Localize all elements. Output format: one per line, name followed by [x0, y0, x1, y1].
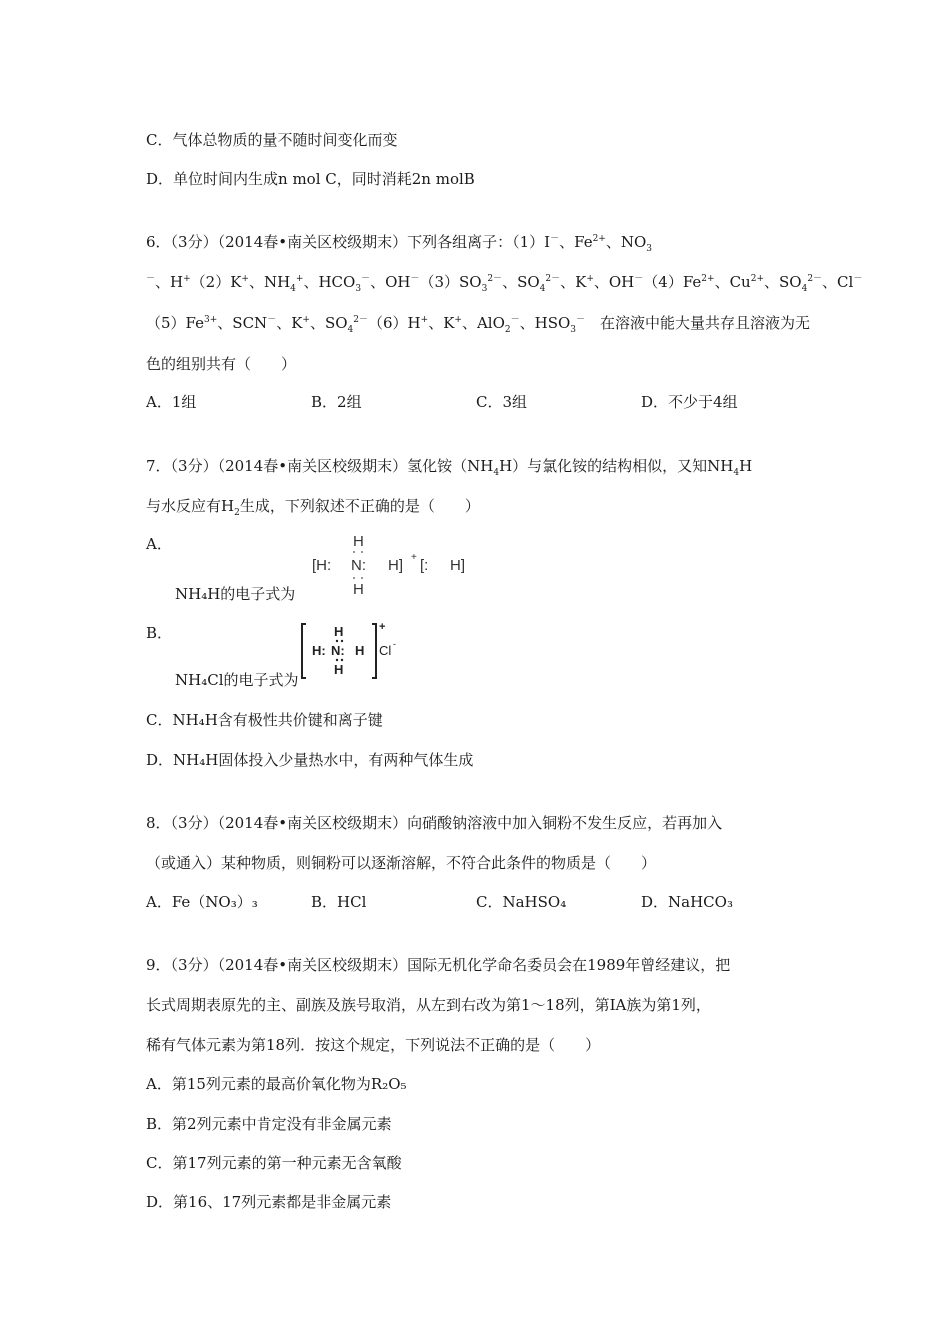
q7-option-b-text: NH₄Cl的电子式为 [175, 671, 299, 689]
svg-text:H]: H] [450, 557, 465, 574]
q8-option-b: B．HCl [311, 893, 367, 911]
q6-stem-line1: 6．（3分）（2014春•南关区校级期末）下列各组离子：（1）I－、$Fe^{2+}$、$NO_3$ [146, 233, 653, 254]
q8-option-c: C．NaHSO₄ [476, 893, 567, 911]
q7-option-a-text: NH₄H的电子式为 [175, 585, 296, 603]
q6-option-b: B．2组 [311, 393, 362, 411]
svg-text:H]: H] [388, 557, 403, 574]
q7-stem-line1: 7．（3分）（2014春•南关区校级期末）氢化铵$(NH_4H)$与氯化铵的结构相似，又知$NH_4H$ [146, 457, 753, 478]
svg-text:[H:: [H: [312, 557, 332, 574]
svg-text:H: H [353, 533, 364, 550]
q8-stem-line1: 8．（3分）（2014春•南关区校级期末）向硝酸钠溶液中加入铜粉不发生反应，若再加入 [146, 814, 723, 832]
svg-text:H: H [334, 662, 344, 677]
q5-option-c: C．气体总物质的量不随时间变化而变 [146, 131, 398, 149]
svg-text:N:: N: [331, 643, 345, 658]
q7-option-c: C．NH₄H含有极性共价键和离子键 [146, 711, 383, 729]
svg-text:H:: H: [312, 643, 326, 658]
svg-text:H: H [353, 581, 364, 598]
q6-stem-line2: －、H+（2）K+、$NH_4^+$、$HCO_3^-$、$OH^-(3)SO_3^{2-}$、$SO_4^{2-}$、K+、$OH^-(4)Fe^{2+}$、$Cu^{2+}$、$SO_4^{2-}$、Cl－ [146, 273, 863, 294]
q6-stem-line3: $(5)Fe^{3+}$、SCN－、K+、$SO_4^{2-}(6)H^+$、K+、AlO$_2$－、$HSO_3^-$ 在溶液中能大量共存且溶液为无 [146, 314, 811, 335]
q8-option-d: D．NaHCO₃ [641, 893, 733, 911]
q9-option-b: B．第2列元素中肯定没有非金属元素 [146, 1115, 392, 1133]
q9-stem-line2: 长式周期表原先的主、副族及族号取消，从左到右改为第1～18列，第ⅠA族为第1列， [146, 996, 711, 1014]
nh4h-electron-formula-image [303, 530, 478, 598]
q7-stem-line2: 与水反应有$H_2$生成，下列叙述不正确的是（ ） [146, 497, 480, 518]
q8-stem-line2: （或通入）某种物质，则铜粉可以逐渐溶解，不符合此条件的物质是（ ） [146, 854, 657, 872]
q8-option-a: A．Fe（NO₃）₃ [146, 893, 258, 911]
svg-text:H: H [355, 643, 365, 658]
svg-text:H: H [334, 624, 344, 639]
q9-option-a: A．第15列元素的最高价氧化物为R₂O₅ [146, 1075, 407, 1093]
svg-text:+: + [379, 621, 386, 633]
q7-option-d: D．NH₄H固体投入少量热水中，有两种气体生成 [146, 751, 474, 769]
q9-option-c: C．第17列元素的第一种元素无含氧酸 [146, 1154, 402, 1172]
q7-option-b-label: B． [146, 624, 173, 642]
svg-text:+: + [411, 552, 417, 563]
q6-option-a: A．1组 [146, 393, 197, 411]
svg-text:Cl: Cl [379, 643, 392, 658]
q5-option-d: D．单位时间内生成n mol C，同时消耗2n molB [146, 170, 475, 188]
q9-stem-line1: 9．（3分）（2014春•南关区校级期末）国际无机化学命名委员会在1989年曾经建议，把 [146, 956, 731, 974]
svg-text:[:: [: [420, 557, 429, 574]
q9-stem-line3: 稀有气体元素为第18列．按这个规定，下列说法不正确的是（ ） [146, 1036, 601, 1054]
svg-text:-: - [393, 639, 396, 649]
q6-option-d: D．不少于4组 [641, 393, 738, 411]
q7-option-a-label: A． [146, 535, 172, 553]
svg-text:N:: N: [351, 557, 366, 574]
q6-stem-line4: 色的组别共有（ ） [146, 355, 297, 373]
q9-option-d: D．第16、17列元素都是非金属元素 [146, 1193, 392, 1211]
q6-option-c: C．3组 [476, 393, 528, 411]
nh4cl-electron-formula-image [300, 618, 395, 682]
